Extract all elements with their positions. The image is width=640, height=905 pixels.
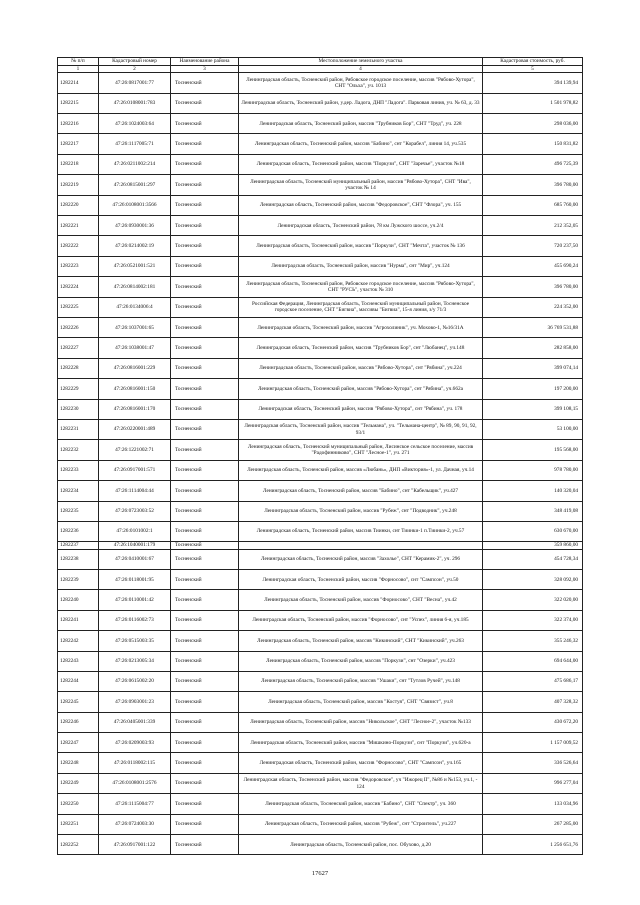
table-row (58, 814, 583, 834)
district-name: Тосненский (171, 419, 239, 439)
location: Ленинградская область, Тосненский район, у.дер. Ладога, ДНП "Ладога". Парковая линия, уч. № 63, д. 33 (239, 93, 483, 113)
cadastral-number: 47:26:0816001:170 (99, 399, 171, 419)
table-row (58, 297, 583, 317)
cadastral-number: 47:26:1040001:179 (99, 542, 171, 549)
district-name: Тосненский (171, 814, 239, 834)
row-number: 1282219 (58, 175, 99, 195)
column-number: 5 (483, 66, 583, 73)
district-name: Тосненский (171, 590, 239, 610)
district-name: Тосненский (171, 569, 239, 589)
district-name: Тосненский (171, 154, 239, 174)
table-row (58, 631, 583, 651)
cadastral-number: 47:26:1115004:77 (99, 794, 171, 814)
table-row (58, 773, 583, 793)
cadastral-value: 36 769 531,88 (483, 317, 583, 337)
location: Ленинградская область, Тосненский район, массив "Нурма", снт "Мир", уч.124 (239, 256, 483, 276)
cadastral-number: 47:26:1221002:71 (99, 440, 171, 460)
table-row (58, 358, 583, 378)
row-number: 1282220 (58, 195, 99, 215)
location (239, 542, 483, 549)
district-name: Тосненский (171, 297, 239, 317)
location: Ленинградская область, Тосненский район, Рябовское городское поселение, массив "Рябово-Хутора", СНТ "РУСЬ", участок № 310 (239, 277, 483, 297)
location: Ленинградская область, Тосненский район, массив "Форносово", СНТ "Весна", уч.42 (239, 590, 483, 610)
table-row (58, 175, 583, 195)
cadastral-number: 47:26:0108001:3566 (99, 195, 171, 215)
table-row (58, 610, 583, 630)
district-name: Тосненский (171, 236, 239, 256)
cadastral-number: 47:26:0211002:214 (99, 154, 171, 174)
table-row (58, 733, 583, 753)
row-number: 1282229 (58, 379, 99, 399)
cadastral-value: 430 672,20 (483, 712, 583, 732)
cadastral-number: 47:26:0108001:783 (99, 93, 171, 113)
row-number: 1282214 (58, 73, 99, 93)
row-number: 1282250 (58, 794, 99, 814)
location: Ленинградская область, Тосненский район, массив "Форносово", снт "Сампсон", уч.50 (239, 569, 483, 589)
row-number: 1282234 (58, 481, 99, 501)
cadastral-value: 322 020,00 (483, 590, 583, 610)
location: Ленинградская область, Тосненский район, массив "Бабино", СНТ "Спектр", уч. 360 (239, 794, 483, 814)
district-name: Тосненский (171, 256, 239, 276)
cadastral-value: 348 419,08 (483, 501, 583, 521)
row-number: 1282252 (58, 835, 99, 855)
district-name: Тосненский (171, 358, 239, 378)
column-number: 3 (171, 66, 239, 73)
cadastral-number: 47:26:0903001:23 (99, 692, 171, 712)
location: Ленинградская область, Тосненский район, массив "Федоровское", уч "Ижорец II", №86 и №153, уч.1, - 124 (239, 773, 483, 793)
district-name: Тосненский (171, 93, 239, 113)
cadastral-number: 47:26:0209003:93 (99, 733, 171, 753)
district-name: Тосненский (171, 631, 239, 651)
header-district: Наименование района (171, 58, 239, 66)
location: Ленинградская область, Тосненский район, массив Тиинки, снт Тиинки-1 п.Тиинки-2, уч.57 (239, 521, 483, 541)
row-number: 1282233 (58, 460, 99, 480)
column-number-row (58, 66, 583, 73)
header-cadastral-value: Кадастровая стоимость, руб. (483, 58, 583, 66)
table-header-row (58, 58, 583, 66)
row-number: 1282235 (58, 501, 99, 521)
location: Ленинградская область, Тосненский район, массив "Рябово-Хутора", снт "Рябина", уч.224 (239, 358, 483, 378)
location: Ленинградская область, Тосненский муниципальный район, массив "Рябово-Хутора", СНТ "Ива", участок № 14 (239, 175, 483, 195)
district-name: Тосненский (171, 114, 239, 134)
district-name: Тосненский (171, 692, 239, 712)
table-row (58, 419, 583, 439)
row-number: 1282240 (58, 590, 99, 610)
location: Ленинградская область, Тосненский район, массив "Агрохолиник", уч. Мохово-1, №16/31А (239, 317, 483, 337)
row-number: 1282241 (58, 610, 99, 630)
district-name: Тосненский (171, 216, 239, 236)
location: Ленинградская область, Тосненский район, массив "Рубеж", снт "Подводник", уч.248 (239, 501, 483, 521)
cadastral-value: 720 237,50 (483, 236, 583, 256)
cadastral-value: 454 728,34 (483, 549, 583, 569)
table-row (58, 154, 583, 174)
cadastral-number: 47:26:0213005:34 (99, 651, 171, 671)
column-number: 2 (99, 66, 171, 73)
district-name: Тосненский (171, 501, 239, 521)
location: Ленинградская область, Тосненский район, массив "Поркузи", СНТ "Мечта", участок № 136 (239, 236, 483, 256)
location: Российская Федерация, Ленинградская область, Тосненский муниципальный район, Тосненское городское поселение, СНТ "Бигвиа", массивы "Бигвиа", 15-я линия, з/у 71/3 (239, 297, 483, 317)
location: Ленинградская область, Тосненский район, массив "Никольское", СНТ "Лесное-2", участок №133 (239, 712, 483, 732)
cadastral-value: 322 374,00 (483, 610, 583, 630)
row-number: 1282237 (58, 542, 99, 549)
cadastral-number: 47:26:0118002:115 (99, 753, 171, 773)
location: Ленинградская область, Тосненский район, массив "Трубников Бор", снт "Любанец", уч.148 (239, 338, 483, 358)
row-number: 1282224 (58, 277, 99, 297)
row-number: 1282244 (58, 671, 99, 691)
table-row (58, 542, 583, 549)
location: Ленинградская область, Тосненский район, массив "Рубеж", снт "Строитель", уч.227 (239, 814, 483, 834)
location: Ленинградская область, Тосненский район, массив "Федоровское", СНТ "Флора", уч. 155 (239, 195, 483, 215)
row-number: 1282230 (58, 399, 99, 419)
row-number: 1282242 (58, 631, 99, 651)
cadastral-value: 455 690,24 (483, 256, 583, 276)
header-number: № п/п (58, 58, 99, 66)
table-row (58, 794, 583, 814)
cadastral-value: 394 139,94 (483, 73, 583, 93)
row-number: 1282249 (58, 773, 99, 793)
table-row (58, 236, 583, 256)
district-name: Тосненский (171, 134, 239, 154)
row-number: 1282223 (58, 256, 99, 276)
district-name: Тосненский (171, 773, 239, 793)
row-number: 1282228 (58, 358, 99, 378)
cadastral-number: 47:26:0724003:30 (99, 814, 171, 834)
district-name: Тосненский (171, 195, 239, 215)
table-row (58, 590, 583, 610)
table-row (58, 195, 583, 215)
cadastral-number: 47:26:0108001:2576 (99, 773, 171, 793)
table-row (58, 216, 583, 236)
table-row (58, 481, 583, 501)
cadastral-value: 475 686,17 (483, 671, 583, 691)
cadastral-number: 47:26:0521001:521 (99, 256, 171, 276)
cadastral-number: 47:26:0917001:571 (99, 460, 171, 480)
table-row (58, 73, 583, 93)
cadastral-number: 47:26:0816001:229 (99, 358, 171, 378)
cadastral-number: 47:26:1117005:71 (99, 134, 171, 154)
row-number: 1282239 (58, 569, 99, 589)
cadastral-number: 47:26:0110001:42 (99, 590, 171, 610)
row-number: 1282232 (58, 440, 99, 460)
cadastral-number: 47:26:0410001:67 (99, 549, 171, 569)
location: Ленинградская область, Тосненский район, пос. Обухово, д.20 (239, 835, 483, 855)
row-number: 1282246 (58, 712, 99, 732)
cadastral-value: 1 501 978,82 (483, 93, 583, 113)
cadastral-number: 47:26:0116002:73 (99, 610, 171, 630)
location: Ленинградская область, Тосненский район, массив "Рябово-Хутора", снт "Рябина", уч.662а (239, 379, 483, 399)
column-number: 1 (58, 66, 99, 73)
location: Ленинградская область, Тосненский район, массив "Мишкино-Поркузи", снт "Поркузи", уч.620-а (239, 733, 483, 753)
row-number: 1282226 (58, 317, 99, 337)
cadastral-value: 407 328,32 (483, 692, 583, 712)
table-row (58, 671, 583, 691)
cadastral-number: 47:26:1038001:47 (99, 338, 171, 358)
cadastral-value: 978 780,00 (483, 460, 583, 480)
table-row (58, 501, 583, 521)
table-row (58, 277, 583, 297)
cadastral-value: 630 670,00 (483, 521, 583, 541)
district-name: Тосненский (171, 399, 239, 419)
cadastral-value: 195 568,00 (483, 440, 583, 460)
row-number: 1282225 (58, 297, 99, 317)
location: Ленинградская область, Тосненский район, 78 км Лужского шоссе, уч.2/4 (239, 216, 483, 236)
district-name: Тосненский (171, 379, 239, 399)
cadastral-number: 47:26:0723003:52 (99, 501, 171, 521)
table-row (58, 317, 583, 337)
cadastral-number: 47:26:0101002:1 (99, 521, 171, 541)
district-name: Тосненский (171, 317, 239, 337)
row-number: 1282222 (58, 236, 99, 256)
district-name: Тосненский (171, 712, 239, 732)
row-number: 1282217 (58, 134, 99, 154)
district-name: Тосненский (171, 277, 239, 297)
district-name: Тосненский (171, 73, 239, 93)
location: Ленинградская область, Тосненский район, массив "Бабино", снт "Корабел", линия 14, уч.535 (239, 134, 483, 154)
location: Ленинградская область, Тосненский район, массив "Поркузи", СНТ "Заречье", участок №18 (239, 154, 483, 174)
row-number: 1282221 (58, 216, 99, 236)
location: Ленинградская область, Тосненский район, массив "Форносово", СНТ "Сампсон", уч.165 (239, 753, 483, 773)
location: Ленинградская область, Тосненский район, массив "Бабино", снт "Кабельщик", уч.427 (239, 481, 483, 501)
district-name: Тосненский (171, 753, 239, 773)
cadastral-value: 336 526,64 (483, 753, 583, 773)
location: Ленинградская область, Тосненский муниципальный район, Лисинское сельское поселение, массив "Радофинниково", СНТ "Лесное-1", уч. 271 (239, 440, 483, 460)
row-number: 1282251 (58, 814, 99, 834)
cadastral-value: 298 036,00 (483, 114, 583, 134)
district-name: Тосненский (171, 549, 239, 569)
table-row (58, 399, 583, 419)
location: Ленинградская область, Тосненский район, массив "Трубников Бор", СНТ "Труд", уч. 228 (239, 114, 483, 134)
page-number: 17627 (311, 870, 329, 877)
cadastral-value: 212 352,05 (483, 216, 583, 236)
table-body (58, 73, 583, 855)
district-name: Тосненский (171, 651, 239, 671)
cadastral-value: 53 100,00 (483, 419, 583, 439)
cadastral-value: 328 092,00 (483, 569, 583, 589)
cadastral-number: 47:26:0615002:20 (99, 671, 171, 691)
location: Ленинградская область, Тосненский район, массив "Рябово-Хутора", снт "Рябина", уч. 178 (239, 399, 483, 419)
row-number: 1282216 (58, 114, 99, 134)
cadastral-value: 396 780,00 (483, 277, 583, 297)
header-cadastral-number: Кадастровый номер (99, 58, 171, 66)
cadastral-value: 267 285,00 (483, 814, 583, 834)
location: Ленинградская область, Тосненский район, массив "Кикинский", СНТ "Кикинский", уч.263 (239, 631, 483, 651)
table-row (58, 338, 583, 358)
cadastral-value: 399 108,15 (483, 399, 583, 419)
table-row (58, 134, 583, 154)
district-name: Тосненский (171, 175, 239, 195)
cadastral-number: 47:26:1114004:44 (99, 481, 171, 501)
location: Ленинградская область, Тосненский район, массив "Ушаки", снт "Тутлов Ручей", уч.148 (239, 671, 483, 691)
table-row (58, 753, 583, 773)
row-number: 1282238 (58, 549, 99, 569)
cadastral-value: 133 034,96 (483, 794, 583, 814)
location: Ленинградская область, Тосненский район, массив «Любань», ДНП «Виктория»-1, ул. Дачная, уч.14 (239, 460, 483, 480)
cadastral-value: 224 352,00 (483, 297, 583, 317)
location: Ленинградская область, Тосненский район, массив "Тельмана", уч. "Тельмана-центр", № 89, 90, 91, 92, 93/1 (239, 419, 483, 439)
cadastral-value: 282 858,00 (483, 338, 583, 358)
row-number: 1282231 (58, 419, 99, 439)
cadastral-number: 47:26:0816001:150 (99, 379, 171, 399)
row-number: 1282243 (58, 651, 99, 671)
cadastral-value: 399 074,14 (483, 358, 583, 378)
cadastral-number: 47:26:0118001:95 (99, 569, 171, 589)
row-number: 1282215 (58, 93, 99, 113)
cadastral-number: 47:26:0214002:19 (99, 236, 171, 256)
district-name: Тосненский (171, 733, 239, 753)
cadastral-value: 1 256 651,76 (483, 835, 583, 855)
row-number: 1282236 (58, 521, 99, 541)
cadastral-number: 47:26:0815001:297 (99, 175, 171, 195)
district-name: Тосненский (171, 835, 239, 855)
location: Ленинградская область, Тосненский район, массив "Поркузи", снт "Озерки", уч.423 (239, 651, 483, 671)
district-name: Тосненский (171, 481, 239, 501)
table-row (58, 569, 583, 589)
location: Ленинградская область, Тосненский район, массив "Захолье", СНТ "Керамик-2", уч. 296 (239, 549, 483, 569)
cadastral-number: 47:26:0405001:339 (99, 712, 171, 732)
table-row (58, 692, 583, 712)
cadastral-value: 197 200,00 (483, 379, 583, 399)
table-row (58, 835, 583, 855)
cadastral-number: 47:26:0917001:122 (99, 835, 171, 855)
cadastral-value: 359 860,00 (483, 542, 583, 549)
location: Ленинградская область, Тосненский район, массив "Форносово", снт "Успех", линия 6-я, уч.185 (239, 610, 483, 630)
row-number: 1282245 (58, 692, 99, 712)
cadastral-value: 396 780,00 (483, 175, 583, 195)
location: Ленинградская область, Тосненский район, массив "Костуя", СНТ "Связист", уч.8 (239, 692, 483, 712)
row-number: 1282218 (58, 154, 99, 174)
cadastral-value: 1 157 009,52 (483, 733, 583, 753)
cadastral-value: 496 725,39 (483, 154, 583, 174)
table-row (58, 712, 583, 732)
cadastral-value: 150 831,82 (483, 134, 583, 154)
row-number: 1282227 (58, 338, 99, 358)
table-row (58, 440, 583, 460)
location: Ленинградская область, Тосненский район, Рябовское городское поселение, массив "Рябово-Хутора", СНТ "Ольха", уч. 1013 (239, 73, 483, 93)
cadastral-value: 685 760,00 (483, 195, 583, 215)
table-row (58, 256, 583, 276)
table-row (58, 379, 583, 399)
cadastral-number: 47:26:1024003:64 (99, 114, 171, 134)
cadastral-number: 47:26:0817001:77 (99, 73, 171, 93)
table-row (58, 521, 583, 541)
cadastral-number: 47:26:0930001:36 (99, 216, 171, 236)
district-name: Тосненский (171, 460, 239, 480)
district-name: Тосненский (171, 671, 239, 691)
district-name: Тосненский (171, 338, 239, 358)
cadastral-value-table (57, 57, 583, 855)
cadastral-value: 355 246,32 (483, 631, 583, 651)
cadastral-value: 140 320,04 (483, 481, 583, 501)
table-row (58, 651, 583, 671)
cadastral-number: 47:26:0220001:489 (99, 419, 171, 439)
header-location: Местоположение земельного участка (239, 58, 483, 66)
district-name: Тосненский (171, 542, 239, 549)
district-name: Тосненский (171, 521, 239, 541)
column-number: 4 (239, 66, 483, 73)
cadastral-value: 996 277,04 (483, 773, 583, 793)
cadastral-number: 47:26:0515003:35 (99, 631, 171, 651)
cadastral-number: 47:26:0814002:181 (99, 277, 171, 297)
cadastral-number: 47:26:1037001:65 (99, 317, 171, 337)
district-name: Тосненский (171, 794, 239, 814)
table-row (58, 93, 583, 113)
row-number: 1282247 (58, 733, 99, 753)
cadastral-number: 47:26:0134006:4 (99, 297, 171, 317)
district-name: Тосненский (171, 440, 239, 460)
district-name: Тосненский (171, 610, 239, 630)
table-row (58, 460, 583, 480)
row-number: 1282248 (58, 753, 99, 773)
table-row (58, 549, 583, 569)
table-row (58, 114, 583, 134)
cadastral-value: 694 644,00 (483, 651, 583, 671)
